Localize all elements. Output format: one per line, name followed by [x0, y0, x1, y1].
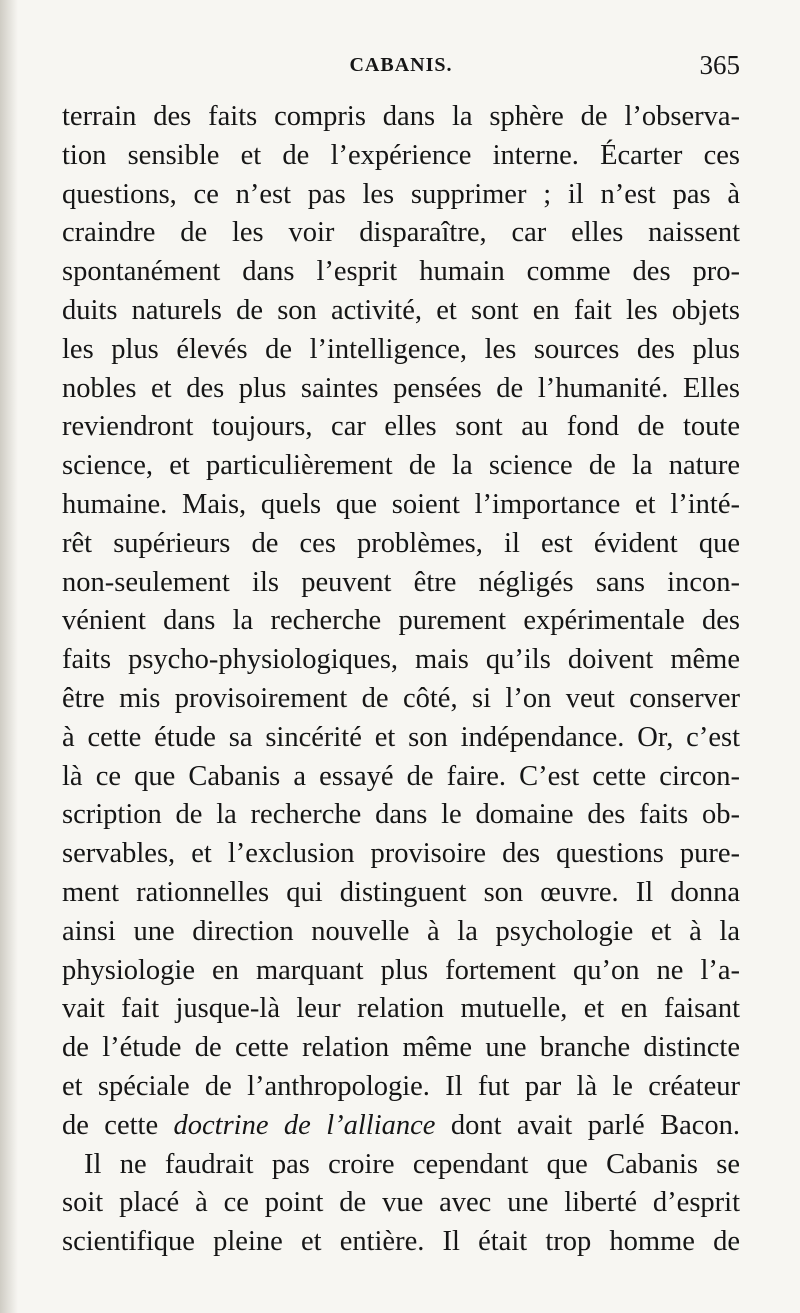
text-line: et spéciale de l’anthropologie. Il fut par là le créateur	[62, 1070, 740, 1102]
text-line: ment rationnelles qui distinguent son œuvre. Il donna	[62, 876, 740, 908]
text-line: les plus élevés de l’intelligence, les sources des plus	[62, 333, 740, 365]
text-line: là ce que Cabanis a essayé de faire. C’est cette circon-	[62, 760, 740, 792]
text-line: scription de la recherche dans le domaine des faits ob-	[62, 799, 740, 831]
text-fragment: de cette	[62, 1109, 174, 1141]
page-number: 365	[699, 50, 740, 80]
text-line: soit placé à ce point de vue avec une liberté d’esprit	[62, 1187, 740, 1219]
text-line: craindre de les voir disparaître, car elles naissent	[62, 217, 740, 249]
binding-shadow	[0, 0, 18, 1313]
text-line: faits psycho-physiologiques, mais qu’ils doivent même	[62, 644, 740, 676]
text-line: servables, et l’exclusion provisoire des questions pure-	[62, 838, 740, 870]
text-line: humaine. Mais, quels que soient l’importance et l’inté-	[62, 488, 740, 520]
italic-phrase: doctrine de l’alliance	[173, 1109, 436, 1141]
text-line: physiologie en marquant plus fortement qu’on ne l’a-	[62, 954, 740, 986]
text-line: scientifique pleine et entière. Il était trop homme de	[62, 1226, 740, 1258]
text-line: tion sensible et de l’expérience interne. Écarter ces	[62, 139, 740, 171]
text-line: vait fait jusque-là leur relation mutuelle, et en faisant	[62, 993, 740, 1025]
text-line: être mis provisoirement de côté, si l’on veut conserver	[62, 682, 740, 714]
text-line: de l’étude de cette relation même une branche distincte	[62, 1032, 740, 1064]
text-line: ainsi une direction nouvelle à la psychologie et à la	[62, 915, 740, 947]
text-line: duits naturels de son activité, et sont en fait les objets	[62, 294, 740, 326]
text-line: questions, ce n’est pas les supprimer ; il n’est pas à	[62, 178, 740, 210]
text-line: vénient dans la recherche purement expérimentale des	[62, 605, 740, 637]
text-fragment: dont avait parlé Bacon.	[435, 1109, 741, 1141]
text-line: rêt supérieurs de ces problèmes, il est évident que	[62, 527, 740, 559]
text-line-with-italic	[62, 1107, 740, 1146]
running-title: CABANIS.	[349, 54, 453, 76]
text-line: science, et particulièrement de la science de la nature	[62, 450, 740, 482]
text-line: nobles et des plus saintes pensées de l’humanité. Elles	[62, 372, 740, 404]
text-line: terrain des faits compris dans la sphère de l’observa-	[62, 101, 740, 132]
paragraph-first-line: Il ne faudrait pas croire cependant que Cabanis se	[84, 1148, 740, 1180]
text-line: non-seulement ils peuvent être négligés sans incon-	[62, 566, 740, 598]
text-line: à cette étude sa sincérité et son indépendance. Or, c’est	[62, 721, 740, 753]
text-line: spontanément dans l’esprit humain comme des pro-	[62, 256, 740, 288]
text-line: reviendront toujours, car elles sont au fond de toute	[62, 411, 740, 443]
body-text	[62, 98, 740, 1262]
page-header	[62, 50, 740, 88]
